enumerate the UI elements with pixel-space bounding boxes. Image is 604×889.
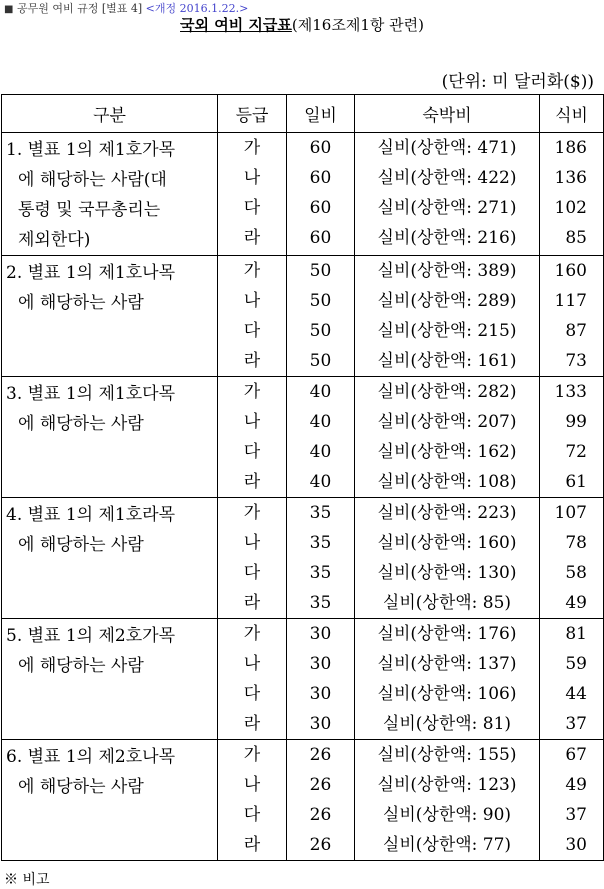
grade-value: 라	[243, 472, 261, 492]
grade-value: 가	[243, 624, 261, 644]
grade-value: 가	[243, 138, 261, 158]
meal-value: 102	[554, 198, 587, 218]
daily-value: 26	[309, 805, 332, 825]
lodging-value: 실비(상한액: 216)	[377, 228, 517, 248]
daily-value: 50	[309, 261, 332, 281]
lodging-value: 실비(상한액: 81)	[382, 714, 512, 734]
daily-value: 30	[309, 714, 332, 734]
grade-value: 가	[243, 382, 261, 402]
lodging-cell	[355, 498, 540, 619]
lodging-value: 실비(상한액: 160)	[377, 533, 517, 553]
lodging-cell	[355, 619, 540, 740]
grade-value: 나	[243, 775, 261, 795]
category-line: 제외한다)	[18, 230, 91, 250]
grade-value: 라	[243, 714, 261, 734]
daily-value: 50	[309, 351, 332, 371]
lodging-value: 실비(상한액: 389)	[377, 261, 517, 281]
lodging-value: 실비(상한액: 85)	[382, 593, 512, 613]
grade-value: 나	[243, 654, 261, 674]
grade-value: 다	[243, 805, 261, 825]
revision-date: <개정 2016.1.22.>	[145, 2, 249, 15]
table-row	[2, 377, 604, 498]
daily-value: 35	[309, 503, 332, 523]
category-cell	[2, 133, 218, 256]
category-line	[6, 195, 215, 225]
regulation-reference: 공무원 여비 규정 [별표 4]	[16, 2, 143, 15]
grade-cell	[218, 133, 287, 256]
daily-cell	[287, 377, 355, 498]
grade-value: 나	[243, 291, 261, 311]
category-line: 에 해당하는 사람	[18, 535, 144, 555]
category-line: 4. 별표 1의 제1호라목	[6, 505, 176, 525]
page-title	[0, 14, 604, 35]
meal-value: 160	[554, 261, 587, 281]
grade-value: 나	[243, 533, 261, 553]
title-sub: (제16조제1항 관련)	[291, 16, 424, 34]
category-line: 에 해당하는 사람	[18, 293, 144, 313]
meal-value: 186	[554, 138, 587, 158]
meal-value: 87	[565, 321, 587, 341]
daily-cell	[287, 619, 355, 740]
meal-cell	[540, 498, 604, 619]
grade-value: 다	[243, 684, 261, 704]
lodging-value: 실비(상한액: 130)	[377, 563, 517, 583]
meal-value: 81	[565, 624, 587, 644]
meal-value: 117	[554, 291, 587, 311]
meal-cell	[540, 256, 604, 377]
grade-value: 라	[243, 228, 261, 248]
category-line: 5. 별표 1의 제2호가목	[6, 626, 176, 646]
lodging-value: 실비(상한액: 77)	[382, 835, 512, 855]
lodging-cell	[355, 133, 540, 256]
unit-label: (단위: 미 달러화($))	[441, 72, 594, 92]
meal-value: 73	[565, 351, 587, 371]
title-main: 국외 여비 지급표	[180, 16, 292, 34]
header-grade: 등급	[218, 95, 287, 133]
daily-value: 30	[309, 654, 332, 674]
remarks-note: ※ 비고	[4, 872, 50, 888]
meal-value: 136	[554, 168, 587, 188]
table-row	[2, 133, 604, 256]
grade-value: 가	[243, 261, 261, 281]
meal-value: 37	[565, 714, 587, 734]
daily-value: 30	[309, 624, 332, 644]
daily-value: 60	[309, 228, 332, 248]
grade-value: 가	[243, 745, 261, 765]
header-daily: 일비	[287, 95, 355, 133]
category-line: 3. 별표 1의 제1호다목	[6, 384, 176, 404]
meal-value: 99	[565, 412, 587, 432]
daily-value: 40	[309, 472, 332, 492]
grade-value: 다	[243, 321, 261, 341]
meal-value: 59	[565, 654, 587, 674]
grade-value: 라	[243, 351, 261, 371]
meal-value: 78	[565, 533, 587, 553]
category-cell	[2, 377, 218, 498]
lodging-value: 실비(상한액: 137)	[377, 654, 517, 674]
meal-value: 85	[565, 228, 587, 248]
lodging-value: 실비(상한액: 90)	[382, 805, 512, 825]
square-bullet-icon: ■	[4, 4, 14, 15]
lodging-value: 실비(상한액: 155)	[377, 745, 517, 765]
header-meal: 식비	[540, 95, 604, 133]
daily-value: 35	[309, 533, 332, 553]
grade-value: 다	[243, 563, 261, 583]
category-line: 에 해당하는 사람	[18, 777, 144, 797]
category-cell	[2, 619, 218, 740]
grade-cell	[218, 377, 287, 498]
meal-value: 133	[554, 382, 587, 402]
daily-cell	[287, 256, 355, 377]
daily-value: 35	[309, 563, 332, 583]
lodging-value: 실비(상한액: 282)	[377, 382, 517, 402]
meal-value: 49	[565, 775, 587, 795]
grade-value: 다	[243, 198, 261, 218]
daily-value: 60	[309, 138, 332, 158]
header-category: 구분	[2, 95, 218, 133]
lodging-value: 실비(상한액: 215)	[377, 321, 517, 341]
daily-value: 40	[309, 442, 332, 462]
lodging-value: 실비(상한액: 161)	[377, 351, 517, 371]
lodging-value: 실비(상한액: 271)	[377, 198, 517, 218]
lodging-value: 실비(상한액: 471)	[377, 138, 517, 158]
daily-value: 40	[309, 382, 332, 402]
grade-value: 가	[243, 503, 261, 523]
category-line: 6. 별표 1의 제2호나목	[6, 747, 176, 767]
lodging-cell	[355, 377, 540, 498]
daily-cell	[287, 498, 355, 619]
lodging-value: 실비(상한액: 162)	[377, 442, 517, 462]
table-row	[2, 256, 604, 377]
daily-value: 30	[309, 684, 332, 704]
category-line: 1. 별표 1의 제1호가목	[6, 140, 176, 160]
meal-value: 37	[565, 805, 587, 825]
lodging-value: 실비(상한액: 176)	[377, 624, 517, 644]
grade-cell	[218, 619, 287, 740]
grade-cell	[218, 256, 287, 377]
lodging-value: 실비(상한액: 123)	[377, 775, 517, 795]
grade-value: 다	[243, 442, 261, 462]
table-row	[2, 740, 604, 861]
daily-cell	[287, 133, 355, 256]
daily-value: 26	[309, 835, 332, 855]
meal-cell	[540, 133, 604, 256]
grade-value: 라	[243, 593, 261, 613]
meal-value: 58	[565, 563, 587, 583]
lodging-cell	[355, 256, 540, 377]
meal-value: 107	[554, 503, 587, 523]
daily-value: 26	[309, 745, 332, 765]
category-cell	[2, 498, 218, 619]
daily-cell	[287, 740, 355, 861]
category-cell	[2, 740, 218, 861]
category-line: 에 해당하는 사람(대	[18, 170, 167, 190]
category-line: 2. 별표 1의 제1호나목	[6, 263, 176, 283]
table-header-row	[2, 95, 604, 133]
header-lodging: 숙박비	[355, 95, 540, 133]
lodging-value: 실비(상한액: 108)	[377, 472, 517, 492]
meal-value: 49	[565, 593, 587, 613]
lodging-value: 실비(상한액: 422)	[377, 168, 517, 188]
daily-value: 35	[309, 593, 332, 613]
grade-cell	[218, 498, 287, 619]
lodging-value: 실비(상한액: 106)	[377, 684, 517, 704]
daily-value: 50	[309, 291, 332, 311]
category-line: 에 해당하는 사람	[18, 656, 144, 676]
meal-value: 61	[565, 472, 587, 492]
grade-value: 나	[243, 412, 261, 432]
category-line: 에 해당하는 사람	[18, 414, 144, 434]
grade-cell	[218, 740, 287, 861]
allowance-table	[1, 94, 604, 861]
meal-value: 67	[565, 745, 587, 765]
daily-value: 60	[309, 168, 332, 188]
category-line-text: 통령 및 국무총리는	[18, 200, 161, 220]
daily-value: 50	[309, 321, 332, 341]
table-row	[2, 619, 604, 740]
meal-cell	[540, 740, 604, 861]
daily-value: 40	[309, 412, 332, 432]
lodging-cell	[355, 740, 540, 861]
daily-value: 26	[309, 775, 332, 795]
meal-value: 44	[565, 684, 587, 704]
grade-value: 나	[243, 168, 261, 188]
category-cell	[2, 256, 218, 377]
lodging-value: 실비(상한액: 223)	[377, 503, 517, 523]
meal-value: 30	[565, 835, 587, 855]
lodging-value: 실비(상한액: 289)	[377, 291, 517, 311]
lodging-value: 실비(상한액: 207)	[377, 412, 517, 432]
meal-value: 72	[565, 442, 587, 462]
grade-value: 라	[243, 835, 261, 855]
meal-cell	[540, 377, 604, 498]
daily-value: 60	[309, 198, 332, 218]
table-row	[2, 498, 604, 619]
meal-cell	[540, 619, 604, 740]
